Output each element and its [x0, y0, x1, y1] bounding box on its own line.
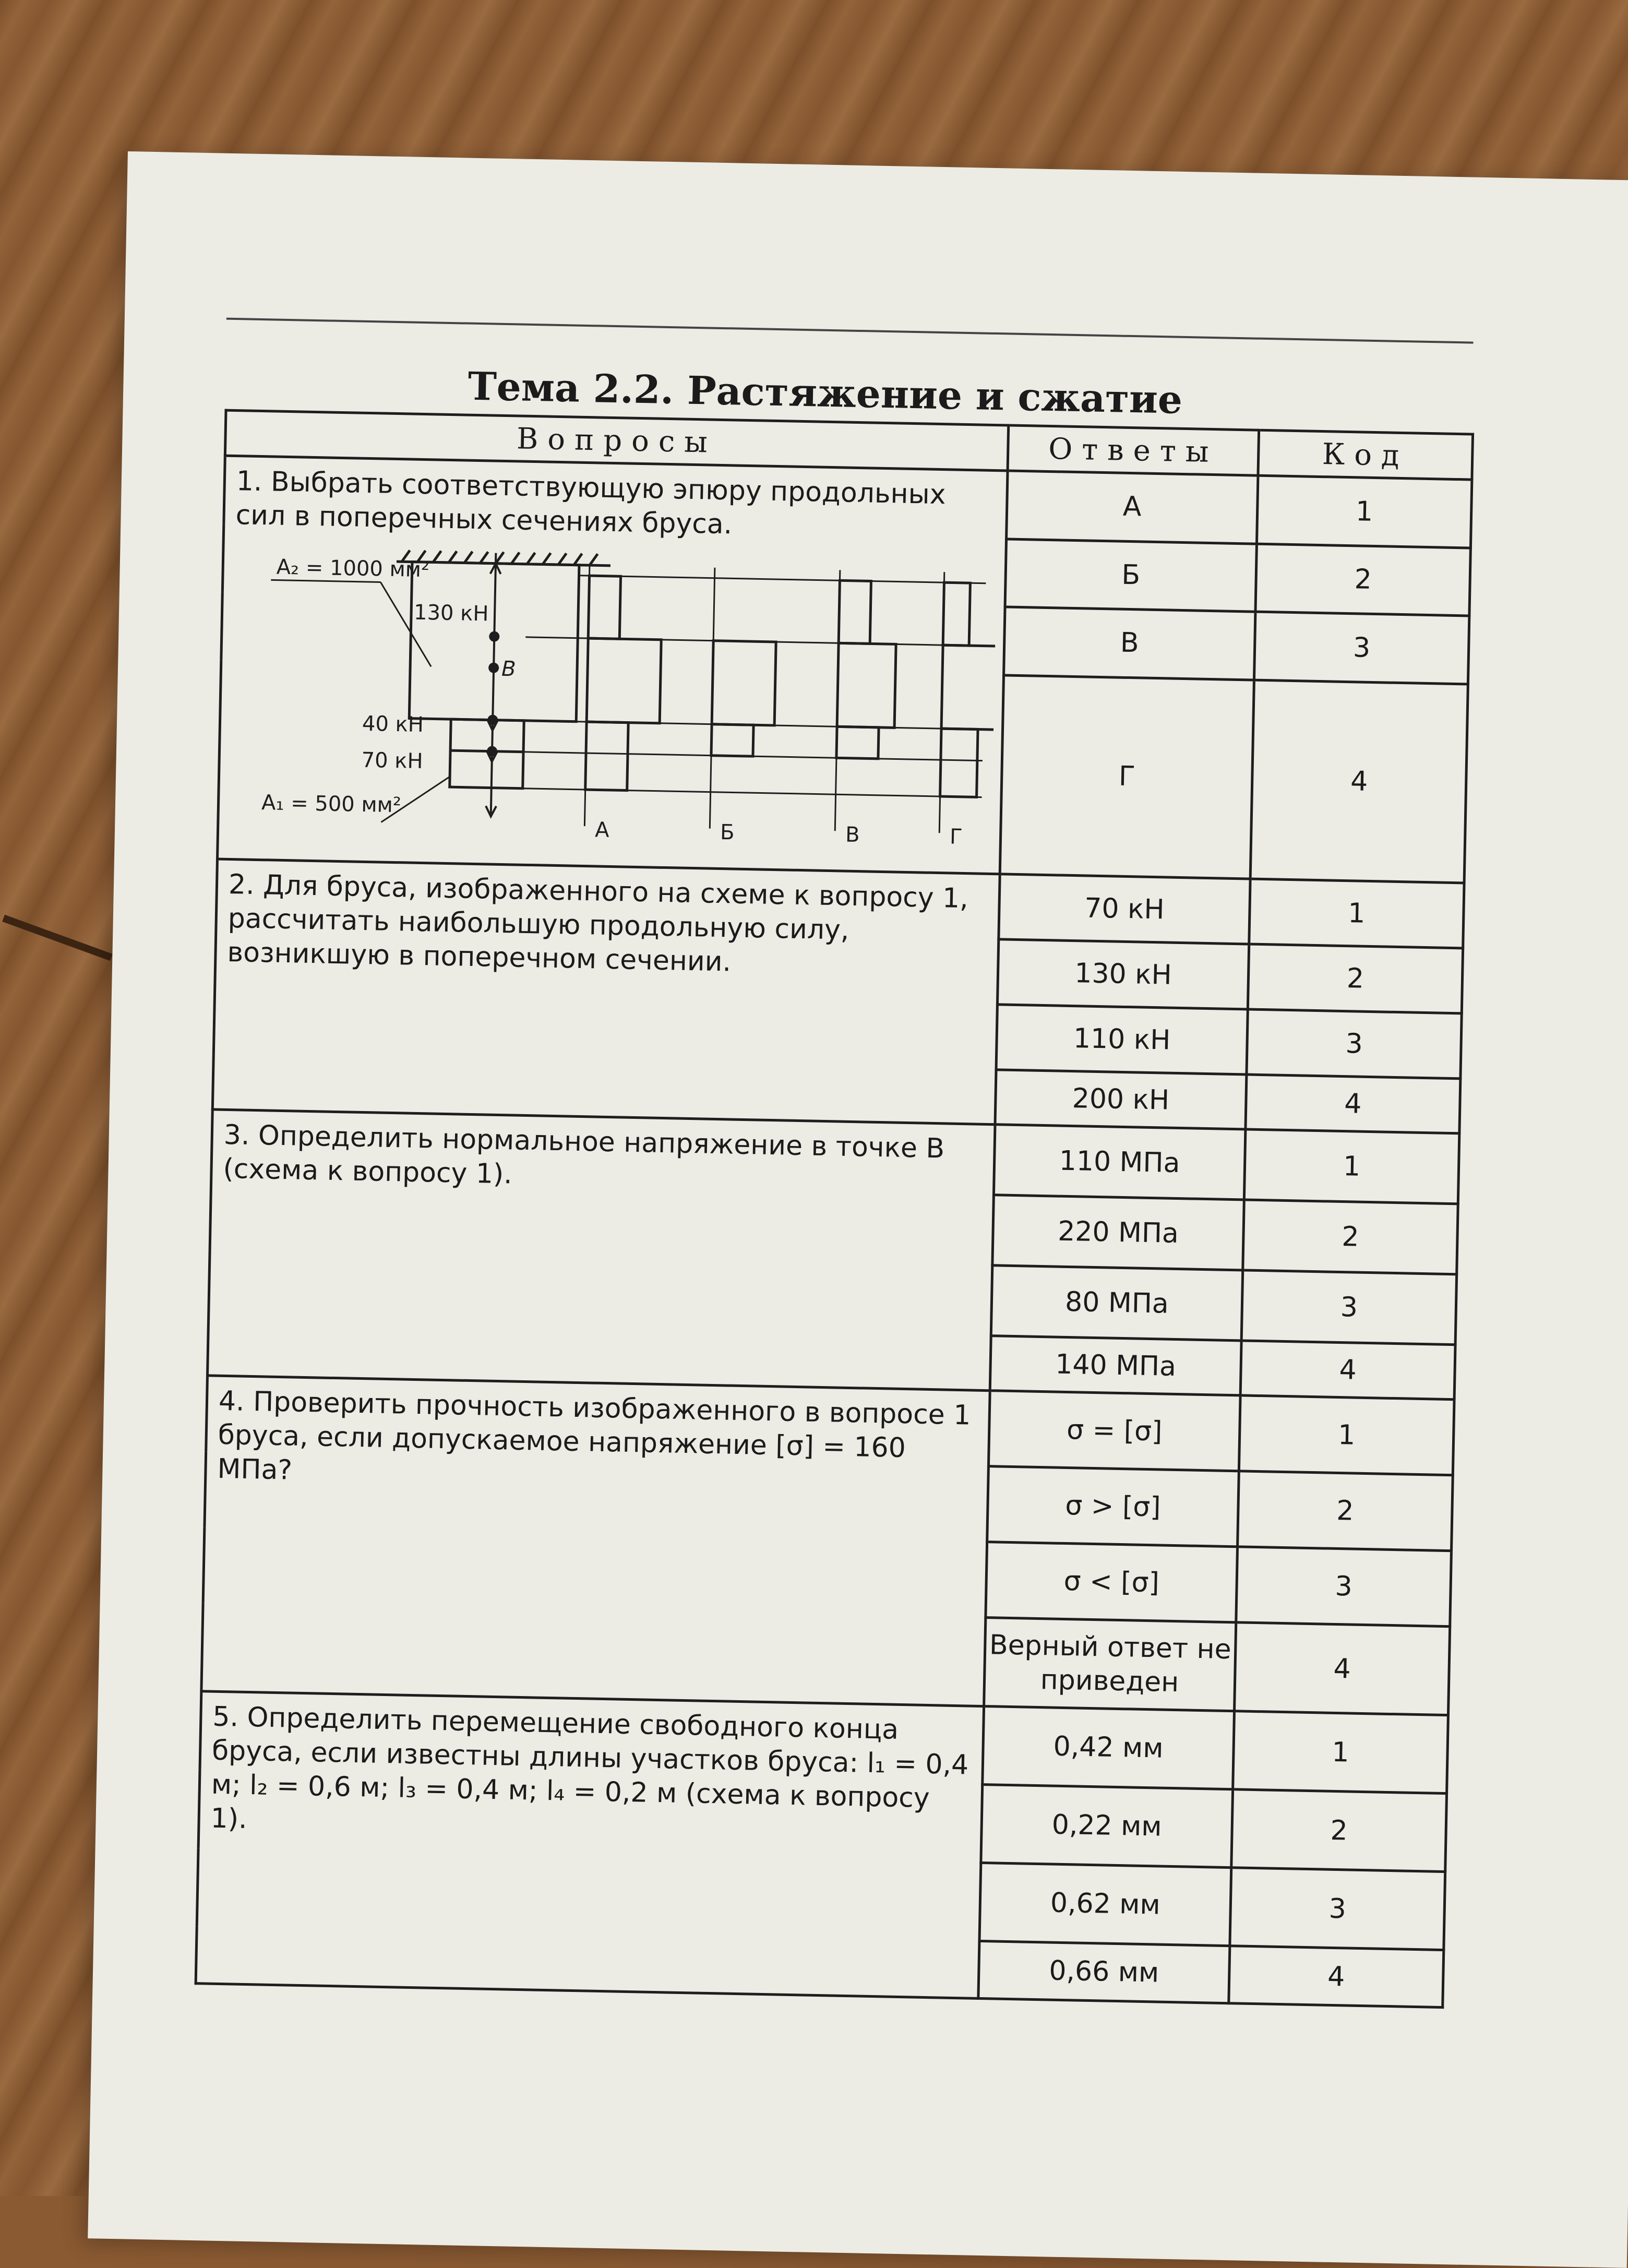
- question-text: 2. Для бруса, изображенного на схеме к вопросу 1, рассчитать наибольшую продольную силу, возникшую в поперечном сечении.: [226, 868, 969, 978]
- code-cell: 4: [1235, 1622, 1450, 1715]
- code-cell: 4: [1250, 680, 1468, 883]
- code-cell: 4: [1229, 1946, 1444, 2008]
- code-cell: 3: [1254, 612, 1469, 684]
- question-text: 1. Выбрать соответствующую эпюру продольных сил в поперечных сечениях бруса.: [235, 465, 947, 541]
- diagram-v: [836, 580, 897, 759]
- code-cell: 2: [1238, 1471, 1453, 1551]
- answer-cell: 0,22 мм: [981, 1785, 1233, 1868]
- code-cell: 1: [1233, 1711, 1449, 1794]
- answer-cell: Верный ответ не приведен: [984, 1618, 1236, 1711]
- point-b-label: B: [501, 656, 516, 682]
- answer-cell: σ = [σ]: [988, 1391, 1240, 1471]
- code-cell: 2: [1248, 944, 1463, 1013]
- answer-cell: А: [1007, 471, 1258, 544]
- question-text: 5. Определить перемещение свободного конца бруса, если известны длины участков бруса: l₁ = 0,4 м; l₂ = 0,6 м; l₃ = 0,4 м; l₄ = 0,2 м (схема к вопросу 1).: [210, 1701, 969, 1835]
- answer-cell: 140 МПа: [990, 1336, 1241, 1395]
- answer-cell: Б: [1005, 539, 1256, 612]
- answer-cell: 0,66 мм: [978, 1941, 1230, 2003]
- answer-cell: Г: [1000, 675, 1254, 879]
- code-cell: 2: [1243, 1200, 1458, 1274]
- diagram-label-a: А: [594, 818, 610, 842]
- diagram-label-v: В: [845, 822, 860, 847]
- code-cell: 3: [1236, 1547, 1452, 1627]
- header-questions: Вопросы: [225, 410, 1008, 471]
- code-cell: 4: [1240, 1341, 1455, 1400]
- diagram-label-b: Б: [720, 820, 735, 845]
- question-cell: [217, 456, 1008, 874]
- header-answers: Ответы: [1008, 425, 1259, 475]
- area-a2-label: A₂ = 1000 мм²: [276, 555, 430, 582]
- top-rule-line: [226, 318, 1474, 344]
- question-text: 4. Проверить прочность изображенного в вопросе 1 бруса, если допускаемое напряжение [σ] = 160 МПа?: [217, 1385, 971, 1486]
- answer-cell: 80 МПа: [991, 1266, 1243, 1341]
- force-130-label: 130 кН: [413, 600, 489, 626]
- code-cell: 3: [1241, 1270, 1457, 1345]
- code-cell: 3: [1230, 1868, 1445, 1950]
- answer-cell: 0,62 мм: [979, 1863, 1231, 1945]
- diagram-g: [940, 582, 997, 797]
- answer-cell: σ < [σ]: [986, 1542, 1238, 1622]
- question-cell: [207, 1109, 995, 1391]
- answer-cell: σ > [σ]: [987, 1466, 1239, 1547]
- quiz-table: [195, 409, 1475, 2009]
- diagram-b: [711, 641, 776, 757]
- answer-cell: 0,42 мм: [983, 1706, 1235, 1789]
- area-a1-label: A₁ = 500 мм²: [261, 791, 402, 818]
- answer-cell: 110 кН: [996, 1005, 1248, 1075]
- code-cell: 3: [1247, 1009, 1462, 1079]
- force-40-label: 40 кН: [362, 711, 424, 737]
- page-title: Тема 2.2. Растяжение и сжатие: [467, 364, 1183, 423]
- question-cell: [212, 859, 1000, 1125]
- answer-cell: 70 кН: [999, 874, 1250, 944]
- answer-cell: 200 кН: [995, 1070, 1247, 1129]
- diagram-a: [585, 576, 663, 791]
- question-cell: [201, 1376, 990, 1706]
- question-text: 3. Определить нормальное напряжение в точке B (схема к вопросу 1).: [223, 1119, 945, 1190]
- code-cell: 2: [1255, 544, 1470, 616]
- diagram-label-g: Г: [949, 825, 963, 849]
- paper-sheet: [88, 151, 1628, 2268]
- beam-narrow-section: [450, 719, 524, 789]
- code-cell: 1: [1249, 879, 1464, 948]
- code-cell: 1: [1239, 1395, 1454, 1475]
- answer-cell: 220 МПа: [992, 1195, 1244, 1270]
- code-cell: 1: [1244, 1129, 1459, 1204]
- force-70-label: 70 кН: [361, 748, 423, 774]
- question-cell: [196, 1691, 984, 1999]
- code-cell: 2: [1231, 1789, 1447, 1872]
- beam-diagram: [229, 538, 997, 865]
- code-cell: 1: [1256, 475, 1471, 547]
- answer-cell: 110 МПа: [993, 1125, 1246, 1200]
- answer-cell: В: [1004, 607, 1255, 680]
- header-code: Код: [1258, 430, 1473, 480]
- answer-cell: 130 кН: [997, 939, 1249, 1009]
- code-cell: 4: [1246, 1075, 1461, 1133]
